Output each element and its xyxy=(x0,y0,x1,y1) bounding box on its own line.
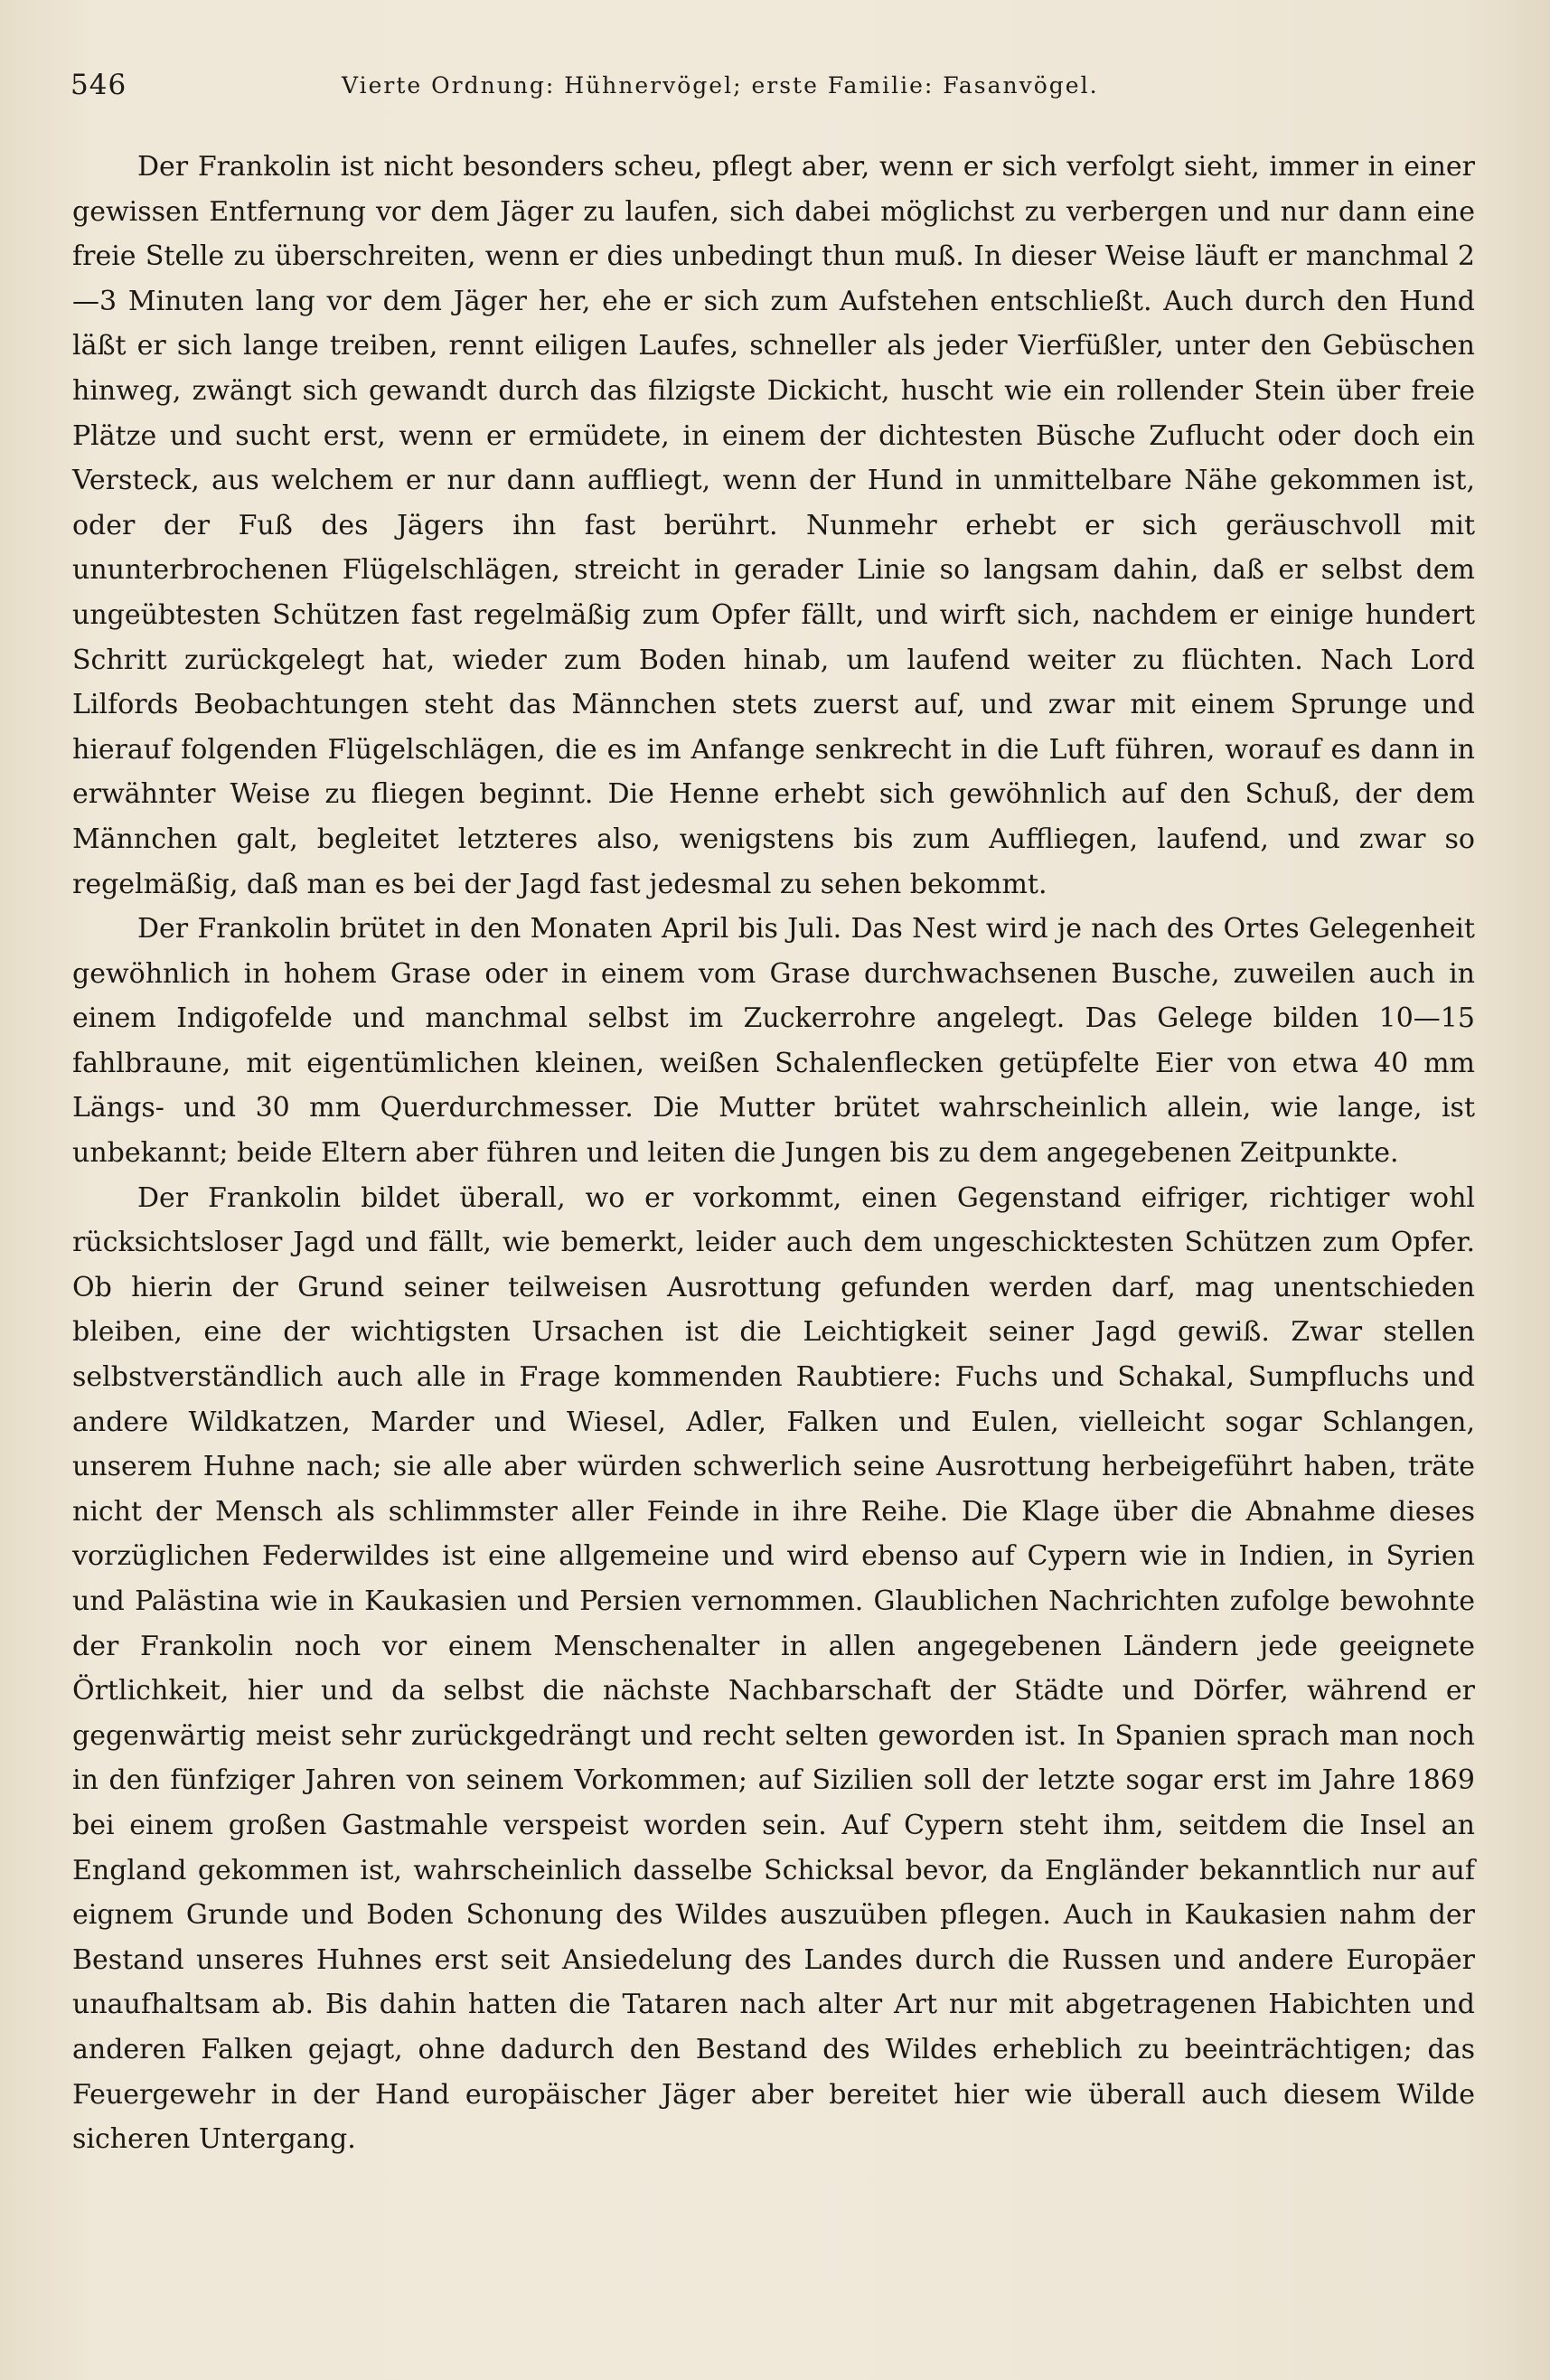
paragraph-breeding: Der Frankolin brütet in den Monaten April bis Juli. Das Nest wird je nach des Ortes Gelegenheit gewöhnlich in hohem Grase oder in einem vom Grase durchwachsenen Busche, zuweilen auch in einem Indigofelde und manchmal selbst im Zuckerrohre angelegt. Das Gelege bilden 10—15 fahlbraune, mit eigentümlichen kleinen, weißen Schalenflecken getüpfelte Eier von etwa 40 mm Längs- und 30 mm Querdurchmesser. Die Mutter brütet wahrscheinlich allein, wie lange, ist unbekannt; beide Eltern aber führen und leiten die Jungen bis zu dem angegebenen Zeitpunkte. xyxy=(72,913,1475,1170)
page-number: 546 xyxy=(70,69,127,101)
text-body xyxy=(72,145,1475,2162)
running-head xyxy=(70,65,1478,105)
paragraph-decline: Der Frankolin bildet überall, wo er vorkommt, einen Gegenstand eifriger, richtiger wohl rücksichtsloser Jagd und fällt, wie bemerkt, leider auch dem ungeschicktesten Schützen zum Opfer. Ob hierin der Grund seiner teilweisen Ausrottung gefunden werden darf, mag unentschieden bleiben, eine der wichtigsten Ursachen ist die Leichtigkeit seiner Jagd gewiß. Zwar stellen selbstverständlich auch alle in Frage kommenden Raubtiere: Fuchs und Schakal, Sumpfluchs und andere Wildkatzen, Marder und Wiesel, Adler, Falken und Eulen, vielleicht sogar Schlangen, unserem Huhne nach; sie alle aber würden schwerlich seine Ausrottung herbeigeführt haben, träte nicht der Mensch als schlimmster aller Feinde in ihre Reihe. Die Klage über die Abnahme dieses vorzüglichen Federwildes ist eine allgemeine und wird ebenso auf Cypern wie in Indien, in Syrien und Palästina wie in Kaukasien und Persien vernommen. Glaublichen Nachrichten zufolge bewohnte der Frankolin noch vor einem Menschenalter in allen angegebenen Ländern jede geeignete Örtlichkeit, hier und da selbst die nächste Nachbarschaft der Städte und Dörfer, während er gegenwärtig meist sehr zurückgedrängt und recht selten geworden ist. In Spanien sprach man noch in den fünfziger Jahren von seinem Vorkommen; auf Sizilien soll der letzte sogar erst im Jahre 1869 bei einem großen Gastmahle verspeist worden sein. Auf Cypern steht ihm, seitdem die Insel an England gekommen ist, wahrscheinlich dasselbe Schicksal bevor, da Engländer bekanntlich nur auf eignem Grunde und Boden Schonung des Wildes auszuüben pflegen. Auch in Kaukasien nahm der Bestand unseres Huhnes erst seit Ansiedelung des Landes durch die Russen und andere Europäer unaufhaltsam ab. Bis dahin hatten die Tataren nach alter Art nur mit abgetragenen Habichten und anderen Falken gejagt, ohne dadurch den Bestand des Wildes erheblich zu beeinträchtigen; das Feuergewehr in der Hand europäischer Jäger aber bereitet hier wie überall auch diesem Wilde sicheren Untergang. xyxy=(72,1181,1475,2156)
paragraph-hunting-behaviour: Der Frankolin ist nicht besonders scheu, pflegt aber, wenn er sich verfolgt sieht, immer in einer gewissen Entfernung vor dem Jäger zu laufen, sich dabei möglichst zu verbergen und nur dann eine freie Stelle zu überschreiten, wenn er dies unbedingt thun muß. In dieser Weise läuft er manchmal 2—3 Minuten lang vor dem Jäger her, ehe er sich zum Aufstehen entschließt. Auch durch den Hund läßt er sich lange treiben, rennt eiligen Laufes, schneller als jeder Vierfüßler, unter den Gebüschen hinweg, zwängt sich gewandt durch das filzigste Dickicht, huscht wie ein rollender Stein über freie Plätze und sucht erst, wenn er ermüdete, in einem der dichtesten Büsche Zuflucht oder doch ein Versteck, aus welchem er nur dann auffliegt, wenn der Hund in unmittelbare Nähe gekommen ist, oder der Fuß des Jägers ihn fast berührt. Nunmehr erhebt er sich geräuschvoll mit ununterbrochenen Flügelschlägen, streicht in gerader Linie so langsam dahin, daß er selbst dem ungeübtesten Schützen fast regelmäßig zum Opfer fällt, und wirft sich, nachdem er einige hundert Schritt zurückgelegt hat, wieder zum Boden hinab, um laufend weiter zu flüchten. Nach Lord Lilfords Beobachtungen steht das Männchen stets zuerst auf, und zwar mit einem Sprunge und hierauf folgenden Flügelschlägen, die es im Anfange senkrecht in die Luft führen, worauf es dann in erwähnter Weise zu fliegen beginnt. Die Henne erhebt sich gewöhnlich auf den Schuß, der dem Männchen galt, begleitet letzteres also, wenigstens bis zum Auffliegen, laufend, und zwar so regelmäßig, daß man es bei der Jagd fast jedesmal zu sehen bekommt. xyxy=(72,151,1475,900)
running-title: Vierte Ordnung: Hühnervögel; erste Familie: Fasanvögel. xyxy=(342,72,1099,99)
